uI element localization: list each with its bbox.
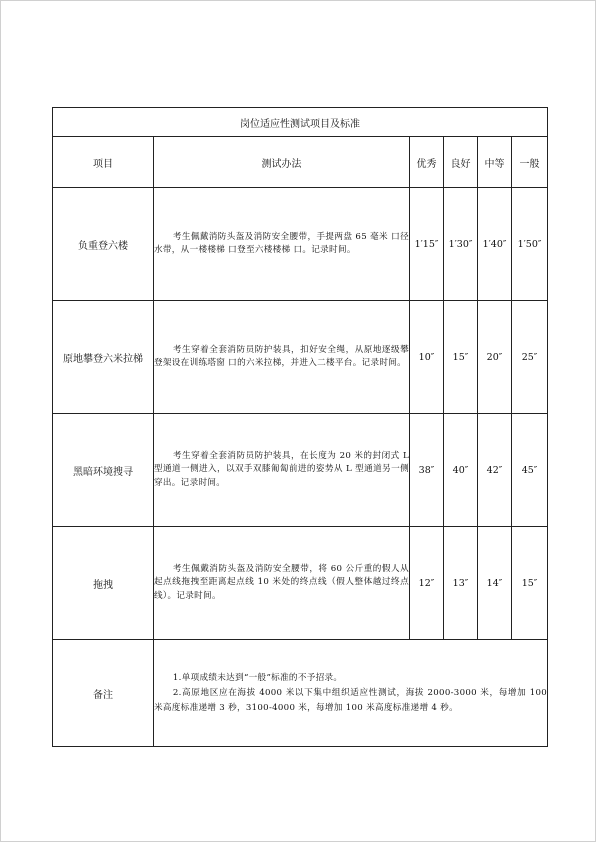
item-name: 负重登六楼 — [53, 188, 154, 301]
score-average: 1′50″ — [512, 188, 548, 301]
score-excellent: 38″ — [410, 414, 444, 527]
notes-cell — [154, 640, 548, 747]
header-medium: 中等 — [478, 137, 512, 188]
method-cell — [154, 414, 410, 527]
item-name: 黑暗环境搜寻 — [53, 414, 154, 527]
note-item: 2.高原地区应在海拔 4000 米以下集中组织适应性测试，海拔 2000-3000 米，每增加 100 米高度标准递增 3 秒，3100-4000 米，每增加 100 米高度标准递增 4 秒。 — [154, 687, 548, 713]
score-excellent: 10″ — [410, 301, 444, 414]
method-text: 考生佩戴消防头盔及消防安全腰带，将 60 公斤重的假人从起点线拖拽至距离起点线 10 米处的终点线（假人整体越过终点线）。记录时间。 — [154, 563, 409, 601]
score-average: 45″ — [512, 414, 548, 527]
header-item: 项目 — [53, 137, 154, 188]
header-excellent: 优秀 — [410, 137, 444, 188]
standards-table — [52, 107, 548, 747]
table-row — [53, 188, 548, 301]
score-average: 15″ — [512, 527, 548, 640]
table-row — [53, 527, 548, 640]
header-good: 良好 — [444, 137, 478, 188]
score-excellent: 1′15″ — [410, 188, 444, 301]
item-name: 拖拽 — [53, 527, 154, 640]
method-text: 考生穿着全套消防员防护装具，扣好安全绳，从原地逐级攀登架设在训练塔窗 口的六米拉梯，并进入二楼平台。记录时间。 — [154, 344, 409, 368]
score-excellent: 12″ — [410, 527, 444, 640]
note-item: 1.单项成绩未达到“一般”标准的不予招录。 — [172, 672, 343, 683]
score-good: 15″ — [444, 301, 478, 414]
score-good: 1′30″ — [444, 188, 478, 301]
score-good: 40″ — [444, 414, 478, 527]
method-cell — [154, 301, 410, 414]
item-name: 原地攀登六米拉梯 — [53, 301, 154, 414]
header-average: 一般 — [512, 137, 548, 188]
method-cell — [154, 527, 410, 640]
header-method: 测试办法 — [154, 137, 410, 188]
score-medium: 1′40″ — [478, 188, 512, 301]
method-text: 考生穿着全套消防员防护装具，在长度为 20 米的封闭式 L 型通道一侧进入，以双手双膝匍匐前进的姿势从 L 型通道另一侧穿出。记录时间。 — [154, 450, 409, 488]
score-medium: 42″ — [478, 414, 512, 527]
table-row — [53, 301, 548, 414]
table-title: 岗位适应性测试项目及标准 — [53, 108, 548, 137]
method-cell — [154, 188, 410, 301]
score-medium: 14″ — [478, 527, 512, 640]
score-average: 25″ — [512, 301, 548, 414]
notes-label: 备注 — [53, 640, 154, 747]
table-row — [53, 414, 548, 527]
score-medium: 20″ — [478, 301, 512, 414]
score-good: 13″ — [444, 527, 478, 640]
header-row — [53, 137, 548, 188]
method-text: 考生佩戴消防头盔及消防安全腰带，手提两盘 65 毫米 口径水带，从一楼楼梯 口登至六楼楼梯 口。记录时间。 — [154, 231, 409, 255]
notes-row — [53, 640, 548, 747]
